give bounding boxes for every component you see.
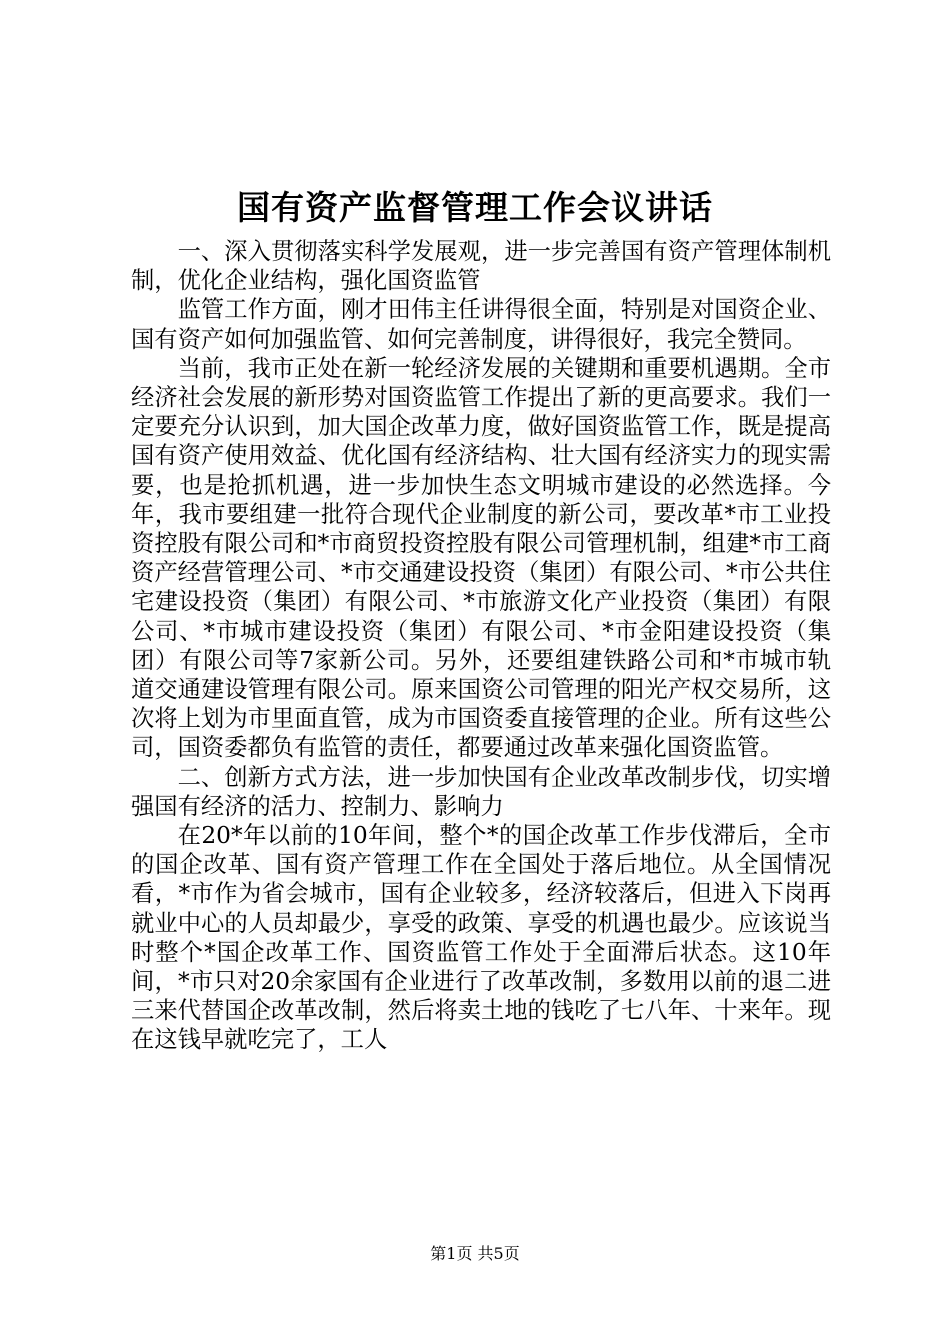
- section-heading-2: 二、创新方式方法，进一步加快国有企业改革改制步伐，切实增强国有经济的活力、控制力、影响力: [131, 763, 831, 820]
- paragraph: 在20*年以前的10年间，整个*的国企改革工作步伐滞后，全市的国企改革、国有资产管理工作在全国处于落后地位。从全国情况看，*市作为省会城市，国有企业较多，经济较落后，但进入下岗再就业中心的人员却最少，享受的政策、享受的机遇也最少。应该说当时整个*国企改革工作、国资监管工作处于全面滞后状态。这10年间，*市只对20余家国有企业进行了改革改制，多数用以前的退二进三来代替国企改革改制，然后将卖土地的钱吃了七八年、十来年。现在这钱早就吃完了，工人: [131, 822, 831, 1054]
- document-title: 国有资产监督管理工作会议讲话: [237, 188, 713, 227]
- section-heading-1: 一、深入贯彻落实科学发展观，进一步完善国有资产管理体制机制，优化企业结构，强化国资监管: [131, 238, 831, 295]
- page-number: 第1页 共5页: [430, 1244, 520, 1263]
- paragraph: 当前，我市正处在新一轮经济发展的关键期和重要机遇期。全市经济社会发展的新形势对国资监管工作提出了新的更高要求。我们一定要充分认识到，加大国企改革力度，做好国资监管工作，既是提高国有资产使用效益、优化国有经济结构、壮大国有经济实力的现实需要，也是抢抓机遇，进一步加快生态文明城市建设的必然选择。今年，我市要组建一批符合现代企业制度的新公司，要改革*市工业投资控股有限公司和*市商贸投资控股有限公司管理机制，组建*市工商资产经营管理公司、*市交通建设投资（集团）有限公司、*市公共住宅建设投资（集团）有限公司、*市旅游文化产业投资（集团）有限公司、*市城市建设投资（集团）有限公司、*市金阳建设投资（集团）有限公司等7家新公司。另外，还要组建铁路公司和*市城市轨道交通建设管理有限公司。原来国资公司管理的阳光产权交易所，这次将上划为市里面直管，成为市国资委直接管理的企业。所有这些公司，国资委都负有监管的责任，都要通过改革来强化国资监管。: [131, 354, 831, 762]
- paragraph: 监管工作方面，刚才田伟主任讲得很全面，特别是对国资企业、国有资产如何加强监管、如何完善制度，讲得很好，我完全赞同。: [131, 296, 831, 353]
- document-body: [131, 237, 831, 1055]
